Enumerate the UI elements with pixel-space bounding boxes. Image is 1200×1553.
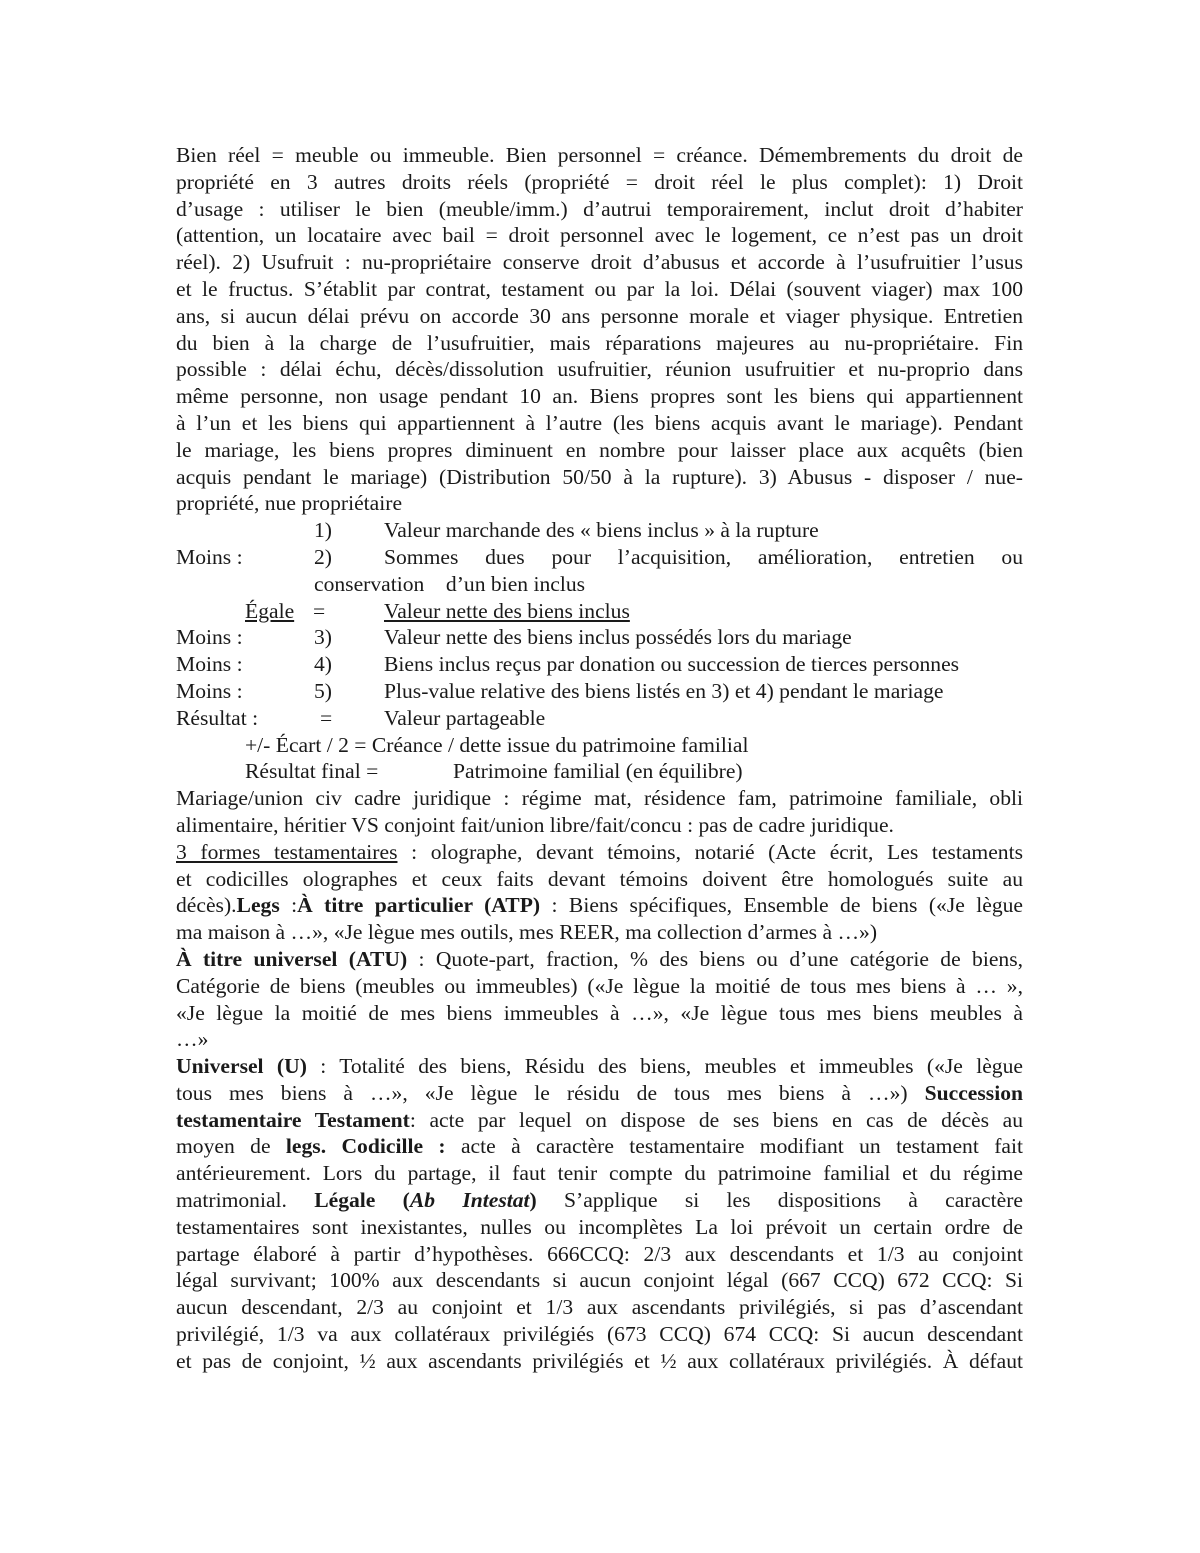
para1-line: et le fructus. S’établit par contrat, testament ou par la loi. Délai (souvent viager) max 100	[176, 276, 1023, 301]
para1-line: acquis pendant le mariage) (Distribution 50/50 à la rupture). 3) Abusus - disposer / nue-	[176, 464, 1023, 489]
formes-text: décès).	[176, 893, 237, 918]
calc-text: Sommes dues pour l’acquisition, amélioration, entretien ou	[384, 544, 1023, 569]
para1-line: propriété en 3 autres droits réels (propriété = droit réel le plus complet): 1) Droit	[176, 169, 1023, 194]
calc-label: Égale	[245, 598, 295, 623]
calc-label: Moins :	[176, 544, 243, 569]
calc-label: Résultat :	[176, 705, 259, 730]
para1-line: à l’un et les biens qui appartiennent à l’autre (les biens acquis avant le mariage). Pendant	[176, 410, 1023, 435]
universel-line-2	[176, 1080, 1023, 1107]
egale-underline-group	[245, 598, 384, 625]
universel-text: matrimonial.	[176, 1188, 315, 1213]
para1-line: ans, si aucun délai prévu on accorde 30 ans personne morale et viager physique. Entretien	[176, 303, 1023, 328]
universel-line-6	[176, 1187, 1023, 1214]
calc-num: 4)	[314, 652, 332, 677]
calc-row-5	[176, 678, 1023, 705]
formes-line-1	[176, 839, 1023, 866]
para1-line: d’usage : utiliser le bien (meuble/imm.) d’autrui temporairement, inclut droit d’habiter	[176, 196, 1023, 221]
calc-row-resultat	[176, 705, 1023, 732]
para1-line: réel). 2) Usufruit : nu-propriétaire conserve droit d’abusus et accorde à l’usufruitier l’usus	[176, 250, 1023, 275]
calc-label: Moins :	[176, 678, 243, 703]
calc-text: Biens inclus reçus par donation ou succession de tierces personnes	[384, 652, 960, 677]
universel-line-12: et pas de conjoint, ½ aux ascendants privilégiés et ½ aux collatéraux privilégiés. À défaut	[176, 1348, 1023, 1373]
atu-line-4: …»	[176, 1027, 209, 1052]
succession-heading: Succession	[924, 1080, 1023, 1105]
universel-line-8: partage élaboré à partir d’hypothèses. 666CCQ: 2/3 aux descendants et 1/3 au conjoint	[176, 1241, 1023, 1266]
calc-row-egale	[176, 598, 1023, 625]
legale-heading	[314, 1188, 537, 1212]
calc-label: Moins :	[176, 652, 243, 677]
calc-ecart: +/- Écart / 2 = Créance / dette issue du patrimoine familial	[245, 732, 749, 757]
universel-text: S’applique si les dispositions à caractère	[536, 1188, 1023, 1213]
calc-eq: =	[320, 705, 333, 730]
universel-line-1	[176, 1053, 1023, 1080]
formes-text: : olographe, devant témoins, notarié (Acte écrit, Les testaments	[397, 839, 1023, 864]
formes-line-4: ma maison à …», «Je lègue mes outils, mes REER, ma collection d’armes à …»)	[176, 920, 878, 945]
universel-text: : acte par lequel on dispose de ses biens en cas de décès au	[409, 1107, 1023, 1132]
atu-line-2: Catégorie de biens (meubles ou immeubles) («Je lègue la moitié de tous mes biens à … »,	[176, 973, 1023, 998]
calc-text: Valeur marchande des « biens inclus » à la rupture	[384, 518, 819, 543]
atu-heading: À titre universel (ATU)	[176, 946, 408, 971]
calc-row-4	[176, 651, 1023, 678]
calc-row-2	[176, 544, 1023, 571]
calc-num: 2)	[314, 544, 332, 569]
legs-heading: Legs	[236, 893, 280, 918]
document-page	[176, 142, 1023, 1375]
calc-row-ecart	[176, 732, 1023, 759]
universel-line-3	[176, 1107, 1023, 1134]
universel-line-5: antérieurement. Lors du partage, il faut tenir compte du patrimoine familial et du régime	[176, 1161, 1023, 1186]
formes-line-3	[176, 892, 1023, 919]
formes-title: 3 formes testamentaires	[176, 839, 398, 864]
para1-line: possible : délai échu, décès/dissolution usufruitier, réunion usufruitier et nu-proprio dans	[176, 357, 1023, 382]
universel-text: acte à caractère testamentaire modifiant un testament fait	[445, 1134, 1023, 1159]
para1-line: Bien réel = meuble ou immeuble. Bien personnel = créance. Démembrements du droit de	[176, 143, 1023, 167]
codicille-heading: legs. Codicille :	[285, 1134, 446, 1159]
atp-heading: À titre particulier (ATP)	[297, 893, 541, 918]
para1-line: propriété, nue propriétaire	[176, 491, 403, 516]
legale-text: )	[529, 1188, 537, 1213]
para1-line: même personne, non usage pendant 10 an. Biens propres sont les biens qui appartiennent	[176, 384, 1023, 409]
universel-text: : Totalité des biens, Résidu des biens, meubles et immeubles («Je lègue	[306, 1054, 1023, 1079]
formes-text: : Biens spécifiques, Ensemble de biens («Je lègue	[540, 893, 1024, 918]
para1-line: du bien à la charge de l’usufruitier, mais réparations majeures au nu-propriétaire. Fin	[176, 330, 1023, 355]
calc-row-1	[176, 517, 1023, 544]
universel-line-10: aucun descendant, 2/3 au conjoint et 1/3 aux ascendants privilégiés, si pas d’ascendant	[176, 1295, 1023, 1320]
calc-text: Valeur partageable	[384, 705, 546, 730]
calc-eq: =	[313, 598, 326, 623]
calc-row-3	[176, 624, 1023, 651]
universel-line-11: privilégié, 1/3 va aux collatéraux privilégiés (673 CCQ) 674 CCQ: Si aucun descendant	[176, 1322, 1023, 1347]
universel-heading: Universel (U)	[176, 1054, 307, 1079]
testament-heading: testamentaire Testament	[176, 1107, 410, 1132]
calc-label: Résultat final =	[245, 759, 379, 784]
para1-line: le mariage, les biens propres diminuent en nombre pour laisser place aux acquêts (bien	[176, 437, 1023, 462]
universel-line-7: testamentaires sont inexistantes, nulles ou incomplètes La loi prévoit un certain ordre de	[176, 1214, 1023, 1239]
calc-num: 3)	[314, 625, 332, 650]
universel-line-4	[176, 1133, 1023, 1160]
formes-line-2: et codicilles olographes et ceux faits devant témoins doivent être homologués suite au	[176, 866, 1023, 891]
calc-num: 1)	[314, 518, 332, 543]
calc-text: Plus-value relative des biens listés en 3) et 4) pendant le mariage	[384, 678, 944, 703]
universel-text: tous mes biens à …», «Je lègue le résidu de tous mes biens à …»)	[176, 1080, 925, 1105]
ab-intestat-text: Ab Intestat	[409, 1188, 530, 1213]
universel-line-9: légal survivant; 100% aux descendants si aucun conjoint légal (667 CCQ) 672 CCQ: Si	[176, 1268, 1023, 1293]
mariage-line: alimentaire, héritier VS conjoint fait/union libre/fait/concu : pas de cadre juridique.	[176, 812, 894, 837]
calc-num: 5)	[314, 678, 332, 703]
atu-line-1	[176, 946, 1023, 973]
calc-text: Valeur nette des biens inclus possédés lors du mariage	[384, 625, 852, 650]
calc-row-2-cont	[176, 571, 1023, 598]
calc-text-cont: conservation d’un bien inclus	[314, 571, 586, 596]
para1-line: (attention, un locataire avec bail = droit personnel avec le logement, ce n’est pas un droit	[176, 223, 1023, 248]
calc-row-final	[176, 758, 1023, 785]
mariage-line: Mariage/union civ cadre juridique : régime mat, résidence fam, patrimoine familiale, obli	[176, 786, 1023, 811]
universel-text: moyen de	[176, 1134, 286, 1159]
legale-text: Légale (	[314, 1188, 410, 1213]
calc-text: Valeur nette des biens inclus	[384, 598, 630, 623]
calc-text: Patrimoine familial (en équilibre)	[453, 759, 743, 784]
atu-line-3: «Je lègue la moitié de mes biens immeubles à …», «Je lègue tous mes biens meubles à	[176, 1000, 1023, 1025]
formes-text: :	[279, 893, 298, 918]
atu-text: : Quote-part, fraction, % des biens ou d’une catégorie de biens,	[407, 946, 1024, 971]
calc-label: Moins :	[176, 625, 243, 650]
